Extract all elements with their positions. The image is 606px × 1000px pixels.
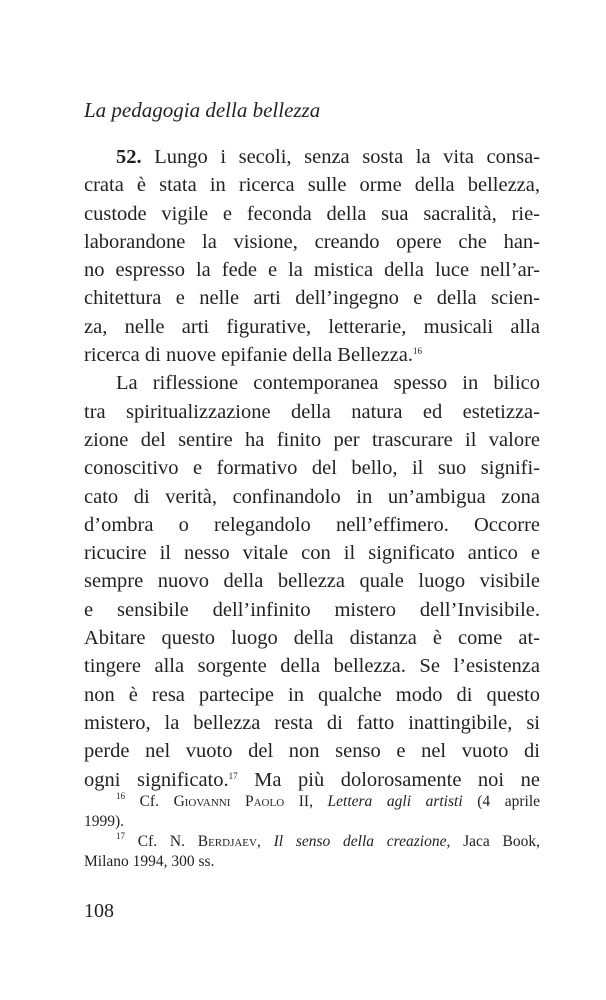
text-line <box>84 143 540 171</box>
text-line: crata è stata in ricerca sulle orme della bellezza, <box>84 174 540 197</box>
text-line: no espresso la fede e la mistica della luce nell’ar- <box>84 259 540 282</box>
text-line: La riflessione contemporanea spesso in bilico <box>116 372 540 395</box>
footnote-17 <box>84 832 540 852</box>
work-title: Lettera agli artisti <box>327 793 463 810</box>
author: Giovanni Paolo II <box>173 793 310 810</box>
text-line: Milano 1994, 300 ss. <box>84 853 215 870</box>
text: , <box>309 793 328 810</box>
text-line: ricucire il nesso vitale con il significato antico e <box>84 542 540 565</box>
footnote-number: 16 <box>116 791 125 801</box>
text: (4 aprile <box>462 793 541 810</box>
text: ricerca di nuove epifanie della Bellezza. <box>84 344 413 367</box>
text-line: tingere alla sorgente della bellezza. Se l’esistenza <box>84 655 540 678</box>
text-line: laborandone la visione, creando opere che han- <box>84 230 540 253</box>
section-title: La pedagogia della bellezza <box>84 98 321 122</box>
text-line: 1999). <box>84 813 125 830</box>
text-line: sempre nuovo della bellezza quale luogo visibile <box>84 570 540 593</box>
text-line <box>84 766 540 794</box>
text-line: cato di verità, confinandolo in un’ambigua zona <box>84 485 540 508</box>
body-text <box>84 143 540 794</box>
author: Berdjaev <box>197 833 257 850</box>
text-line: za, nelle arti figurative, letterarie, musicali alla <box>84 315 540 338</box>
text-line: chitettura e nelle arti dell’ingegno e della scien- <box>84 287 540 310</box>
text-line: conoscitivo e formativo del bello, il suo signifi- <box>84 457 540 480</box>
footnote-ref[interactable]: 17 <box>228 770 238 781</box>
text: Ma più dolorosamente noi ne <box>237 768 540 791</box>
text-line: Abitare questo luogo della distanza è come at- <box>84 627 540 650</box>
text: , Jaca Book, <box>446 833 541 850</box>
text: , <box>256 833 274 850</box>
text-line <box>84 341 540 369</box>
work-title: Il senso della creazione <box>273 833 447 850</box>
footnote-16 <box>84 792 540 812</box>
text-line: mistero, la bellezza resta di fatto inattingibile, si <box>84 711 540 734</box>
text-line: tra spiritualizzazione della natura ed estetizza- <box>84 400 540 423</box>
text-line: custode vigile e feconda della sua sacralità, rie- <box>84 202 540 225</box>
footnote-ref[interactable]: 16 <box>412 346 422 357</box>
text: Cf. N. <box>125 833 198 850</box>
paragraph-number: 52. <box>116 146 142 168</box>
footnotes <box>84 792 540 872</box>
text-line: d’ombra o relegandolo nell’effimero. Occorre <box>84 513 540 536</box>
text: Lungo i secoli, senza sosta la vita consa- <box>154 146 540 168</box>
text-line: zione del sentire ha finito per trascurare il valore <box>84 428 540 451</box>
text: Cf. <box>125 793 174 810</box>
text-line: e sensibile dell’infinito mistero dell’Invisibile. <box>84 598 540 621</box>
footnote-number: 17 <box>116 831 125 841</box>
text: ogni significato. <box>84 768 229 791</box>
text-line: non è resa partecipe in qualche modo di questo <box>84 683 540 706</box>
page-number: 108 <box>84 900 114 922</box>
text-line: perde nel vuoto del non senso e nel vuoto di <box>84 740 540 763</box>
